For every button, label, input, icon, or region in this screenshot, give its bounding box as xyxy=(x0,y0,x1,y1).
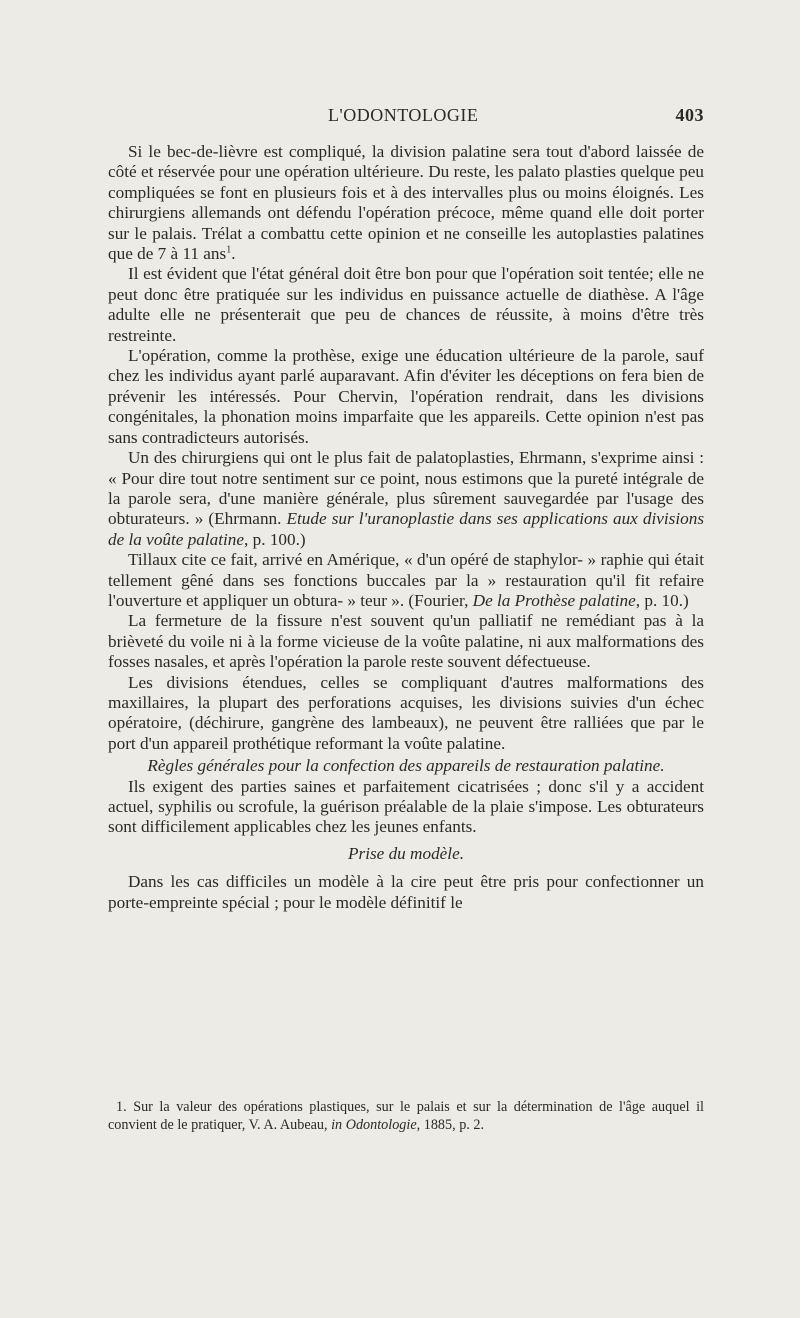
citation-end: , p. 100.) xyxy=(244,529,306,549)
paragraph xyxy=(108,448,704,550)
footnote xyxy=(108,1098,704,1134)
footnote-number: 1. xyxy=(116,1099,127,1115)
paragraph: Dans les cas difficiles un modèle à la cire peut être pris pour confectionner un porte-empreinte spécial ; pour le modèle définitif le xyxy=(108,872,704,912)
paragraph: Ils exigent des parties saines et parfaitement cicatrisées ; donc s'il y a accident actuel, syphilis ou scrofule, la guérison préalable de la plaie s'impose. Les obturateurs sont difficilement applicables chez les jeunes enfants. xyxy=(108,776,704,837)
section-heading-text: Règles générales pour la confection des appareils de restauration palatine. xyxy=(147,756,665,776)
paragraph: Les divisions étendues, celles se compliquant d'autres malformations des maxillaires, la plupart des perforations acquises, les divisions suivies d'un échec opératoire, (déchirure, gangrène des lambeaux), ne peuvent être ralliées que par le port d'un appareil prothétique reformant la voûte palatine. xyxy=(108,672,704,753)
running-title: L'ODONTOLOGIE xyxy=(328,105,479,125)
paragraph-text: Si le bec-de-lièvre est compliqué, la division palatine sera tout d'abord laissée de côté et réservée pour une opération ultérieure. Du reste, les palato plasties quelque peu compliquées se font en plusieurs fois et à des intervalles plus ou moins éloignés. Les chirurgiens allemands ont défendu l'opération précoce, même quand elle doit porter sur le palais. Trélat a combattu cette opinion et ne conseille les autoplasties palatines que de 7 à 11 ans xyxy=(108,142,704,264)
citation-end: , p. 10.) xyxy=(635,590,689,610)
section-heading-text: Prise du modèle. xyxy=(348,843,464,863)
paragraph-end: . xyxy=(231,244,236,264)
paragraph: L'opération, comme la prothèse, exige une éducation ultérieure de la parole, sauf chez les individus ayant parlé auparavant. Afin d'éviter les déceptions on fera bien de prévenir les intéressés. Pour Chervin, l'opération rendrait, dans les divisions congénitales, la phonation moins imparfaite que les appareils. Cette opinion n'est pas sans contradicteurs autorisés. xyxy=(108,346,704,447)
paragraph: Il est évident que l'état général doit être bon pour que l'opération soit tentée; elle ne peut donc être pratiquée sur les individus en puissance actuelle de diathèse. A l'âge adulte elle ne présenterait que peu de chances de réussite, à moins d'être très restreinte. xyxy=(108,264,704,345)
paragraph: La fermeture de la fissure n'est souvent qu'un palliatif ne remédiant pas à la brièveté du voile ni à la forme vicieuse de la voûte palatine, ni aux malformations des fosses nasales, et après l'opération la parole reste souvent défectueuse. xyxy=(108,611,704,672)
paragraph xyxy=(108,142,704,264)
footnote-end: , 1885, p. 2. xyxy=(416,1117,485,1133)
cited-work-title: Etude sur l'uranoplastie dans ses applications aux divisions de la voûte palatine xyxy=(108,509,705,549)
main-text xyxy=(108,142,704,913)
footnote-reference: 1 xyxy=(226,244,232,256)
footnote-journal: in Odontologie xyxy=(331,1117,417,1133)
cited-work-title: De la Prothèse palatine xyxy=(472,590,636,610)
page-number: 403 xyxy=(675,105,704,125)
section-heading xyxy=(108,844,704,864)
section-heading xyxy=(108,756,704,776)
footnote-text: Sur la valeur des opérations plastiques, sur le palais et sur la détermination de l'âge auquel il convient de le pratiquer, V. A. Aubeau, xyxy=(108,1099,705,1133)
paragraph-text: Un des chirurgiens qui ont le plus fait de palatoplasties, Ehrmann, s'exprime ainsi : « Pour dire tout notre sentiment sur ce point, nous estimons que la pureté intégrale de la parole sera, d'une manière générale, plus sûrement sauvegardée par l'usage des obturateurs. » (Ehrmann. xyxy=(108,448,704,529)
footnote-paragraph xyxy=(108,1098,704,1134)
running-header xyxy=(108,105,704,131)
paragraph xyxy=(108,550,704,611)
paragraph-text: Tillaux cite ce fait, arrivé en Amérique, « d'un opéré de staphylor- » raphie qui était tellement gêné dans ses fonctions buccales par la » restauration qu'il fit refaire l'ouverture et appliquer un obtura- » teur ». (Fourier, xyxy=(108,550,704,610)
